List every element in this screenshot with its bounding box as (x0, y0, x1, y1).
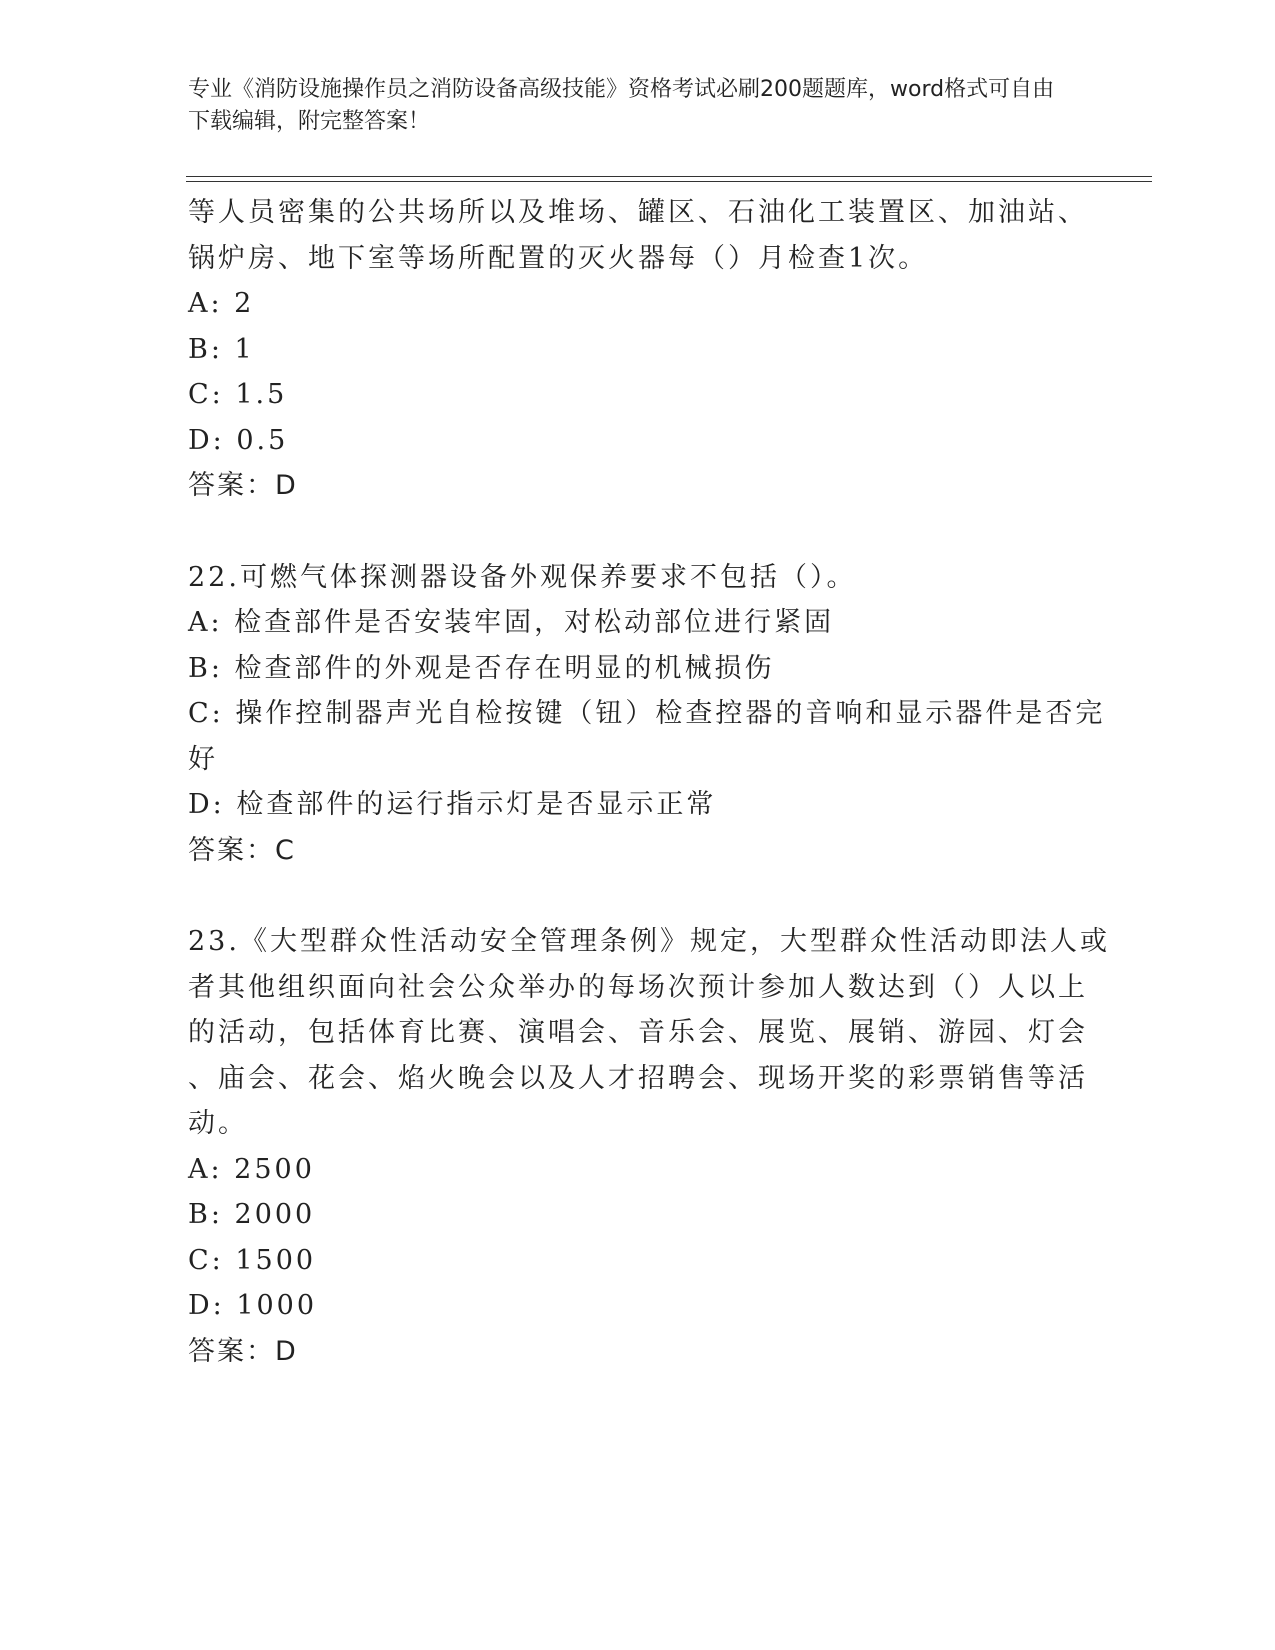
option-b: B: 检查部件的外观是否存在明显的机械损伤 (188, 652, 775, 684)
answer: 答案：C (188, 834, 296, 866)
question-list (188, 190, 1110, 1374)
question-stem-line: 锅炉房、地下室等场所配置的灭火器每（）月检查1次。 (188, 242, 929, 274)
document-header: 专业《消防设施操作员之消防设备高级技能》资格考试必刷200题题库，word格式可自由下载编辑，附完整答案！ (188, 77, 1055, 134)
option-d: D: 检查部件的运行指示灯是否显示正常 (188, 789, 717, 820)
option-c: C: 操作控制器声光自检按键（钮）检查控器的音响和显示器件是否完 (188, 698, 1106, 729)
option-b: B: 1 (188, 333, 255, 365)
option-a: A: 2500 (188, 1153, 315, 1185)
question-stem-line: 的活动，包括体育比赛、演唱会、音乐会、展览、展销、游园、灯会 (188, 1017, 1088, 1048)
question-21 (188, 190, 1088, 509)
option-b: B: 2000 (188, 1199, 316, 1230)
option-c-continuation: 好 (188, 743, 218, 775)
spacer (188, 509, 1088, 555)
question-stem-line: 23.《大型群众性活动安全管理条例》规定，大型群众性活动即法人或 (188, 926, 1110, 957)
header-rule-top (186, 176, 1152, 177)
question-stem-line: 等人员密集的公共场所以及堆场、罐区、石油化工装置区、加油站、 (188, 197, 1088, 228)
question-22 (188, 555, 1106, 874)
question-stem-line: 者其他组织面向社会公众举办的每场次预计参加人数达到（）人以上 (188, 971, 1088, 1003)
question-stem-line: 22.可燃气体探测器设备外观保养要求不包括（）。 (188, 561, 857, 593)
header-rule-bottom (186, 181, 1152, 182)
option-c: C: 1500 (188, 1244, 317, 1276)
option-a: A: 检查部件是否安装牢固，对松动部位进行紧固 (188, 607, 835, 638)
option-c: C: 1.5 (188, 379, 288, 410)
option-a: A: 2 (188, 288, 255, 319)
option-d: D: 1000 (188, 1290, 318, 1321)
question-23 (188, 919, 1110, 1374)
answer: 答案：D (188, 1335, 298, 1367)
answer: 答案：D (188, 470, 298, 501)
spacer (188, 873, 1088, 919)
option-d: D: 0.5 (188, 424, 289, 456)
question-stem-line: 、庙会、花会、焰火晚会以及人才招聘会、现场开奖的彩票销售等活 (188, 1062, 1088, 1094)
question-stem-line: 动。 (188, 1108, 248, 1139)
